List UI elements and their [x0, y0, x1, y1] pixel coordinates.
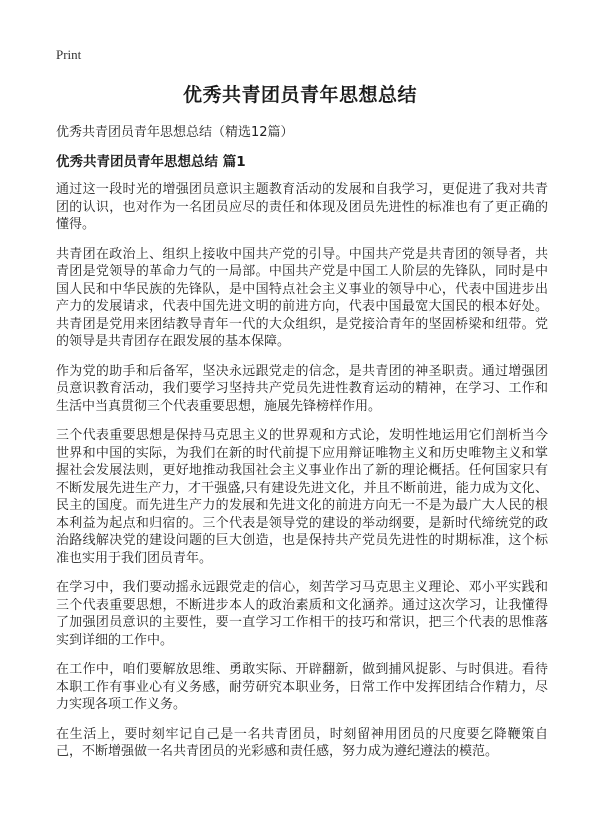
paragraph: 在工作中，咱们要解放思维、勇敢实际、开辟翻新，做到捕风捉影、与时俱进。看待本职工作有事业心有义务感，耐劳研究本职业务，日常工作中发挥团结合作精力，尽力实现各项工作义务。 [56, 662, 548, 712]
paragraph: 在生活上，要时刻牢记自己是一名共青团员，时刻留神用团员的尺度要乞降鞭策自己，不断增强做一名共青团员的光彩感和责任感，努力成为遵纪遵法的模范。 [56, 726, 548, 759]
paragraph: 三个代表重要思想是保持马克思主义的世界观和方式论，发明性地运用它们剖析当今世界和中国的实际，为我们在新的时代前提下应用辩证唯物主义和历史唯物主义和掌握社会发展法则，更好地推动我国社会主义事业作出了新的理论概括。任何国家只有不断发展先进生产力，才干强盛,只有建设先进文化，并且不断前进，能力成为文化、民主的国度。而先进生产力的发展和先进文化的前进方向无一不是为最广大人民的根本利益为起点和归宿的。三个代表是领导党的建设的举动纲要，是新时代缔统党的政治路线解决党的建设问题的巨大创造，也是保持共产党员先进性的时期标准，这个标准也实用于我们团员青年。 [56, 428, 548, 566]
section-heading: 优秀共青团员青年思想总结 篇1 [56, 154, 246, 170]
paragraph: 通过这一段时光的增强团员意识主题教育活动的发展和自我学习，更促进了我对共青团的认识，也对作为一名团员应尽的责任和体现及团员先进性的标准也有了更正确的懂得。 [56, 182, 548, 232]
page-title: 优秀共青团员青年思想总结 [182, 84, 417, 106]
paragraph: 在学习中，我们要动摇永远跟党走的信心，刻苦学习马克思主义理论、邓小平实践和三个代表重要思想，不断进步本人的政治素质和文化涵养。通过这次学习，让我懂得了加强团员意识的主要性，要一直学习工作相干的技巧和常识，把三个代表的思惟落实到详细的工作中。 [56, 580, 548, 648]
document-subtitle: 优秀共青团员青年思想总结（精选12篇） [56, 125, 294, 140]
paragraph: 共青团在政治上、组织上接收中国共产党的引导。中国共产党是共青团的领导者，共青团是党领导的革命力气的一局部。中国共产党是中国工人阶层的先锋队，同时是中国人民和中华民族的先锋队，是中国特点社会主义事业的领导中心，代表中国进步出产力的发展请求，代表中国先进文明的前进方向，代表中国最宽大国民的根本好处。共青团是党用来团结教导青年一代的大众组织，是党接洽青年的坚固桥梁和纽带。党的领导是共青团存在跟发展的基本保障。 [56, 246, 548, 349]
paragraph: 作为党的助手和后备军，坚决永远跟党走的信念，是共青团的神圣职责。通过增强团员意识教育活动，我们要学习坚持共产党员先进性教育运动的精神，在学习、工作和生活中当真贯彻三个代表重要思想，施展先锋榜样作用。 [56, 363, 548, 414]
document-body [56, 181, 548, 773]
print-link[interactable]: Print [56, 47, 82, 62]
